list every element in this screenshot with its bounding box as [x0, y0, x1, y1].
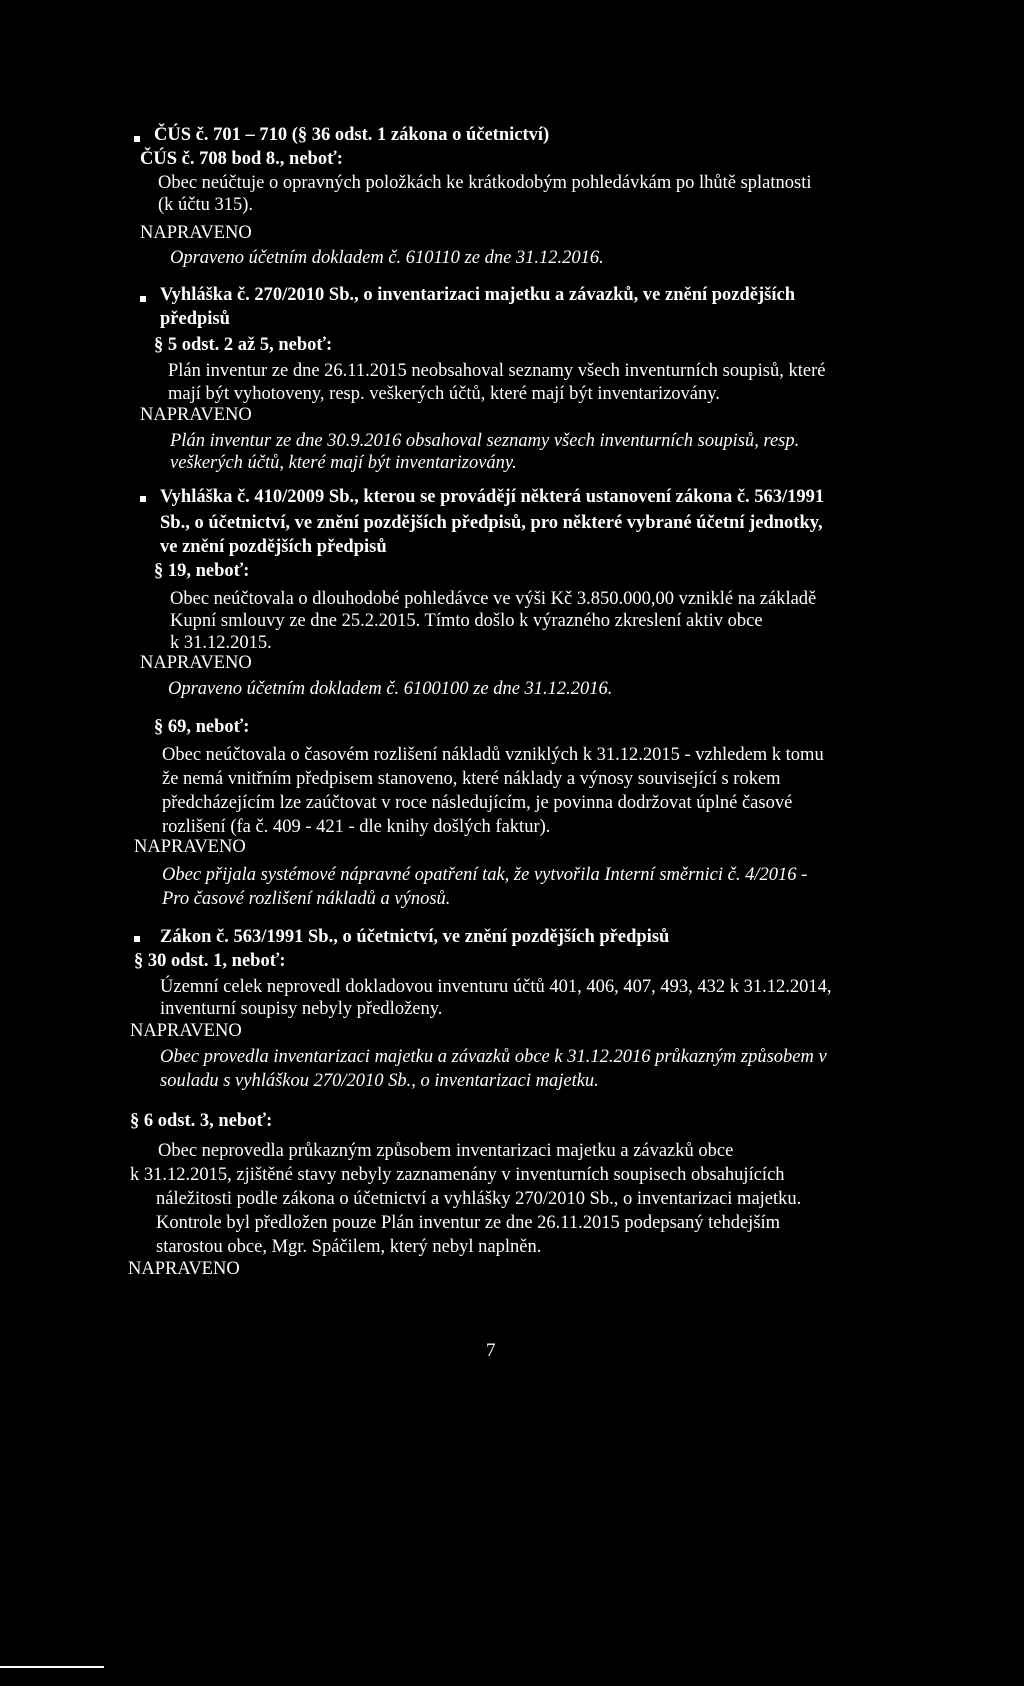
finding-text: k 31.12.2015, zjištěné stavy nebyly zaznamenány v inventurních soupisech obsahujících — [130, 1165, 785, 1185]
finding-text: rozlišení (fa č. 409 - 421 - dle knihy došlých faktur). — [162, 817, 551, 837]
finding-text: Obec neúčtovala o dlouhodobé pohledávce ve výši Kč 3.850.000,00 vzniklé na základě — [170, 589, 817, 609]
status-label: NAPRAVENO — [128, 1259, 240, 1279]
clause-reference: § 69, neboť: — [154, 717, 250, 737]
section-heading: Sb., o účetnictví, ve znění pozdějších předpisů, pro některé vybrané účetní jednotky, — [160, 513, 823, 533]
finding-text: Obec neúčtuje o opravných položkách ke krátkodobým pohledávkám po lhůtě splatnosti — [158, 173, 812, 193]
status-label: NAPRAVENO — [140, 653, 252, 673]
finding-text: Kupní smlouvy ze dne 25.2.2015. Tímto došlo k výrazného zkreslení aktiv obce — [170, 611, 763, 631]
finding-text: mají být vyhotoveny, resp. veškerých účtů, které mají být inventarizovány. — [168, 384, 720, 404]
finding-text: Plán inventur ze dne 26.11.2015 neobsahoval seznamy všech inventurních soupisů, které — [168, 361, 826, 381]
status-label: NAPRAVENO — [140, 405, 252, 425]
section-heading: Vyhláška č. 410/2009 Sb., kterou se provádějí některá ustanovení zákona č. 563/1991 — [160, 487, 825, 507]
remedy-text: Obec přijala systémové nápravné opatření tak, že vytvořila Interní směrnici č. 4/2016 - — [162, 865, 808, 885]
section-heading: Zákon č. 563/1991 Sb., o účetnictví, ve znění pozdějších předpisů — [160, 927, 670, 947]
remedy-text: souladu s vyhláškou 270/2010 Sb., o inventarizaci majetku. — [160, 1071, 599, 1091]
section-bullet — [134, 136, 140, 142]
section-heading: ČÚS č. 701 – 710 (§ 36 odst. 1 zákona o účetnictví) — [154, 125, 550, 145]
status-label: NAPRAVENO — [130, 1021, 242, 1041]
finding-text: k 31.12.2015. — [170, 633, 272, 653]
status-label: NAPRAVENO — [140, 223, 252, 243]
finding-text: starostou obce, Mgr. Spáčilem, který nebyl naplněn. — [156, 1237, 542, 1257]
finding-text: Územní celek neprovedl dokladovou inventuru účtů 401, 406, 407, 493, 432 k 31.12.2014, — [160, 977, 832, 997]
finding-text: předcházejícím lze zaúčtovat v roce následujícím, je povinna dodržovat úplné časové — [162, 793, 793, 813]
remedy-text: Pro časové rozlišení nákladů a výnosů. — [162, 889, 451, 909]
clause-reference: § 6 odst. 3, neboť: — [130, 1111, 273, 1131]
clause-reference: § 5 odst. 2 až 5, neboť: — [154, 335, 333, 355]
finding-text: že nemá vnitřním předpisem stanoveno, které náklady a výnosy související s rokem — [162, 769, 781, 789]
section-heading: ve znění pozdějších předpisů — [160, 537, 387, 557]
page-number: 7 — [486, 1340, 496, 1361]
finding-text: inventurní soupisy nebyly předloženy. — [160, 999, 443, 1019]
finding-text: Kontrole byl předložen pouze Plán inventur ze dne 26.11.2015 podepsaný tehdejším — [156, 1213, 781, 1233]
section-bullet — [140, 496, 146, 502]
section-bullet — [140, 296, 146, 302]
clause-reference: § 19, neboť: — [154, 561, 250, 581]
section-heading: Vyhláška č. 270/2010 Sb., o inventarizaci majetku a závazků, ve znění pozdějších — [160, 285, 796, 305]
remedy-text: Plán inventur ze dne 30.9.2016 obsahoval seznamy všech inventurních soupisů, resp. — [170, 431, 800, 451]
footer-rule — [0, 1666, 104, 1668]
clause-reference: § 30 odst. 1, neboť: — [134, 951, 286, 971]
section-heading: předpisů — [160, 309, 230, 329]
remedy-text: veškerých účtů, které mají být inventarizovány. — [170, 453, 517, 473]
remedy-text: Obec provedla inventarizaci majetku a závazků obce k 31.12.2016 průkazným způsobem v — [160, 1047, 827, 1067]
finding-text: Obec neúčtovala o časovém rozlišení nákladů vzniklých k 31.12.2015 - vzhledem k tomu — [162, 745, 824, 765]
remedy-text: Opraveno účetním dokladem č. 6100100 ze dne 31.12.2016. — [168, 679, 613, 699]
finding-text: (k účtu 315). — [158, 195, 254, 215]
status-label: NAPRAVENO — [134, 837, 246, 857]
section-bullet — [134, 936, 140, 942]
clause-reference: ČÚS č. 708 bod 8., neboť: — [140, 149, 343, 169]
remedy-text: Opraveno účetním dokladem č. 610110 ze dne 31.12.2016. — [170, 248, 604, 268]
finding-text: náležitosti podle zákona o účetnictví a vyhlášky 270/2010 Sb., o inventarizaci majetku. — [156, 1189, 802, 1209]
finding-text: Obec neprovedla průkazným způsobem inventarizaci majetku a závazků obce — [158, 1141, 734, 1161]
